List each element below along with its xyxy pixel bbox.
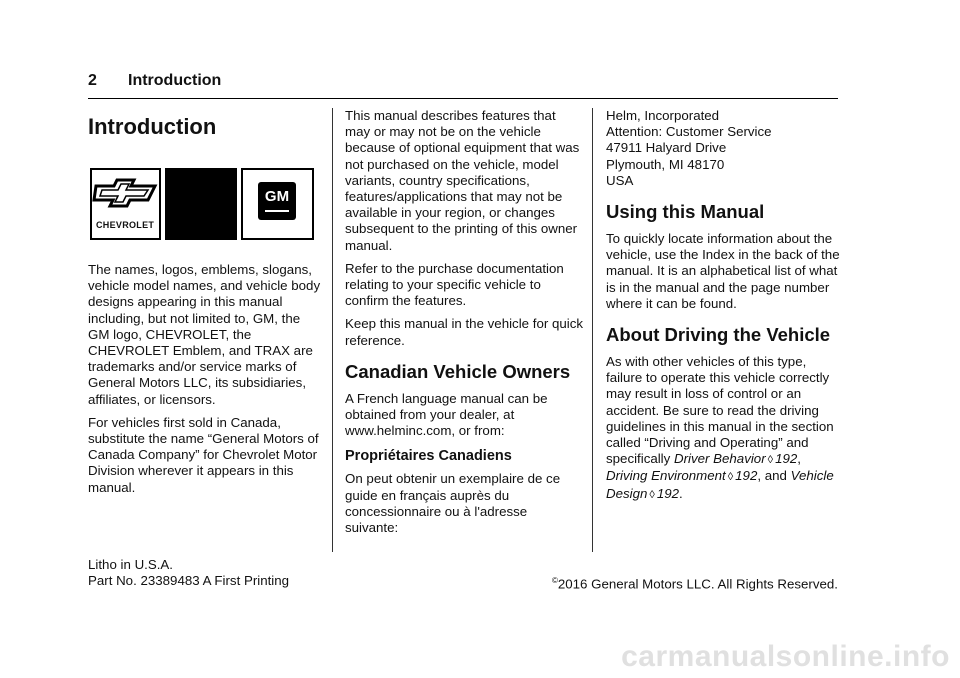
french-paragraph: On peut obtenir un exemplaire de ce guide en français auprès du concessionnaire ou à l'adresse suivante:	[345, 471, 561, 536]
bowtie-icon	[92, 176, 159, 216]
column-divider-2	[592, 108, 593, 552]
canadian-owners-heading: Canadian Vehicle Owners	[345, 360, 571, 382]
address-line: Helm, Incorporated	[606, 108, 720, 123]
column-1	[88, 108, 324, 503]
column-2	[345, 108, 583, 543]
driving-text: As with other vehicles of this type, failure to operate this vehicle correctly may result in loss of control or an accident. Be sure to read the driving guidelines in this manual in the section called “Driving and Operating” and specifically	[606, 354, 834, 467]
page-ref-icon: ◊	[649, 488, 655, 501]
site-watermark: carmanualsonline.info	[621, 640, 950, 673]
driving-heading: About Driving the Vehicle	[606, 324, 831, 346]
comma-text: ,	[797, 451, 801, 467]
french-manual-paragraph: A French language manual can be obtained from your dealer, at www.helminc.com, or from:	[345, 390, 548, 439]
address-line: 47911 Halyard Drive	[606, 140, 727, 156]
gm-wordmark: GM	[264, 188, 290, 205]
address-line: USA	[606, 172, 634, 188]
page-header	[88, 72, 838, 98]
column-divider-1	[332, 108, 333, 552]
proprietaires-heading: Propriétaires Canadiens	[345, 448, 512, 465]
part-number: Part No. 23389483 A First Printing	[88, 573, 290, 588]
copyright-notice	[552, 573, 838, 592]
page-ref-icon: ◊	[727, 471, 734, 484]
brand-logos	[88, 168, 324, 244]
column-3	[606, 108, 842, 510]
page-ref-number[interactable]: 192	[775, 451, 798, 467]
using-manual-heading: Using this Manual	[606, 201, 765, 223]
chevrolet-wordmark: CHEVROLET	[96, 220, 155, 230]
page-ref-number[interactable]: 192	[656, 485, 680, 501]
features-paragraph: This manual describes features that may or may not be on the vehicle because of optional equipment that was not purchased on the vehicle, model variants, country specifications, features/applications that may not be available in your region, or changes subsequent to the printing of this owner manual.	[345, 108, 580, 253]
copyright-symbol: ©	[551, 576, 558, 585]
page-ref-icon: ◊	[767, 454, 774, 467]
litho-text: Litho in U.S.A.	[88, 557, 173, 572]
driver-behavior-link[interactable]: Driver Behavior	[674, 451, 766, 467]
using-manual-paragraph: To quickly locate information about the vehicle, use the Index in the back of the manual. It is an alphabetical list of what is in the manual and the page number where it can be found.	[606, 231, 840, 311]
page-footer	[88, 557, 838, 592]
gm-logo	[241, 168, 314, 240]
header-divider	[88, 98, 838, 99]
address-line: Attention: Customer Service	[606, 124, 772, 140]
keep-manual-paragraph: Keep this manual in the vehicle for quick reference.	[345, 316, 584, 348]
purchase-docs-paragraph: Refer to the purchase documentation relating to your specific vehicle to confirm the features.	[345, 260, 564, 309]
gm-underline	[265, 210, 289, 212]
trademark-paragraph: The names, logos, emblems, slogans, vehicle model names, and vehicle body designs appearing in this manual including, but not limited to, GM, the GM logo, CHEVROLET, the CHEVROLET Emblem, and TRAX are trademarks and/or service marks of General Motors LLC, its subsidiaries, affiliates, or licensors.	[88, 262, 321, 407]
chevrolet-logo	[90, 168, 161, 240]
copyright-text: 2016 General Motors LLC. All Rights Reserved.	[557, 576, 838, 592]
page-number: 2	[88, 72, 97, 89]
driving-paragraph	[606, 354, 842, 503]
black-logo-panel	[165, 168, 237, 240]
driving-environment-link[interactable]: Driving Environment	[606, 468, 726, 484]
section-title: Introduction	[128, 72, 222, 89]
page-title: Introduction	[88, 114, 217, 139]
helm-address	[606, 108, 842, 189]
gm-logo-mark	[258, 182, 296, 220]
address-line: Plymouth, MI 48170	[606, 156, 725, 172]
canada-paragraph: For vehicles first sold in Canada, substitute the name “General Motors of Canada Company” for Chevrolet Motor Division wherever it appears in this manual.	[88, 414, 319, 495]
page-ref-number[interactable]: 192	[735, 468, 758, 484]
period-text: .	[679, 485, 683, 501]
and-text: , and	[757, 468, 787, 484]
vehicle-design-link[interactable]: Vehicle Design	[606, 468, 834, 501]
